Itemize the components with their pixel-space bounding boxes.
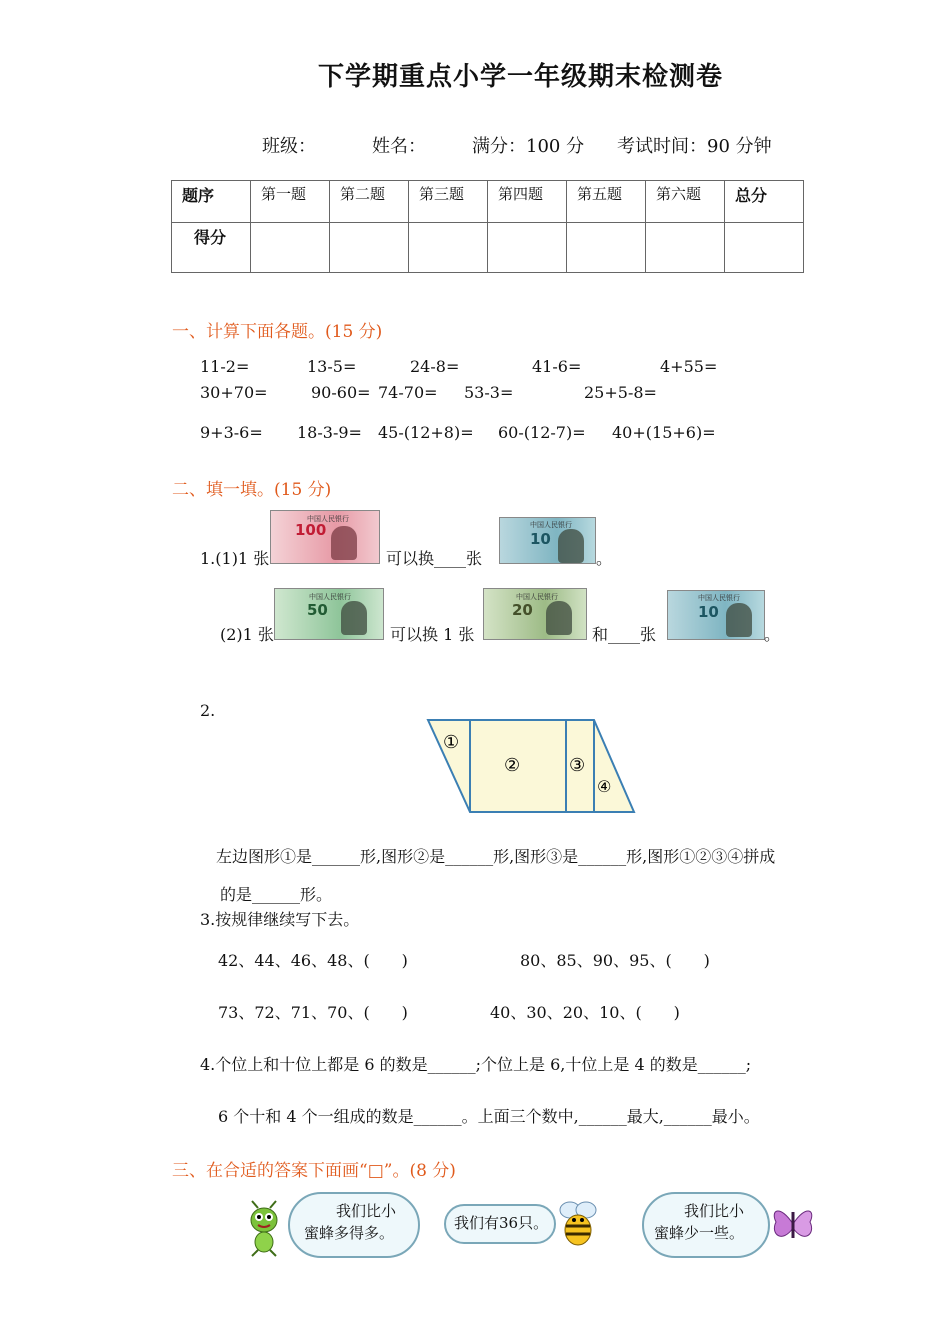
section3-heading: 三、在合适的答案下面画“□”。(8 分) xyxy=(172,1161,456,1181)
q2-line2: 的是______形。 xyxy=(220,885,333,904)
calc-item: 53-3= xyxy=(464,383,514,402)
banknote-50-image xyxy=(274,588,384,640)
q2-label: 2. xyxy=(200,701,216,720)
q1b-end: 。 xyxy=(764,625,781,644)
portrait-icon xyxy=(546,601,572,635)
shape-label-2: ② xyxy=(504,755,521,776)
q4-line1: 4.个位上和十位上都是 6 的数是______;个位上是 6,十位上是 4 的数是______; xyxy=(200,1055,752,1074)
calc-item: 25+5-8= xyxy=(584,383,657,402)
shape-label-4: ④ xyxy=(597,777,612,796)
table-header-q3: 第三题 xyxy=(409,181,488,223)
full-score: 满分：100 分 xyxy=(472,136,585,157)
score-cell[interactable] xyxy=(725,223,804,273)
calc-item: 90-60= xyxy=(311,383,371,402)
calc-item: 13-5= xyxy=(307,357,357,376)
shape-label-3: ③ xyxy=(569,755,586,776)
bill-value: 10 xyxy=(698,603,719,621)
bill-value: 10 xyxy=(530,530,551,548)
q2-line1: 左边图形①是______形,图形②是______形,图形③是______形,图形①②③④拼成 xyxy=(216,847,776,866)
score-cell[interactable] xyxy=(409,223,488,273)
bubble3-line2: 蜜蜂少一些。 xyxy=(654,1224,745,1242)
bank-name: 中国人民银行 xyxy=(530,521,572,529)
bill-value: 100 xyxy=(295,521,327,539)
calc-item: 60-(12-7)= xyxy=(498,423,586,442)
shape-label-1: ① xyxy=(443,732,460,753)
table-header-sequence: 题序 xyxy=(172,181,251,223)
score-cell[interactable] xyxy=(251,223,330,273)
speech-bubble-1 xyxy=(288,1192,420,1258)
calc-item: 18-3-9= xyxy=(297,423,362,442)
calc-item: 24-8= xyxy=(410,357,460,376)
page-title: 下学期重点小学一年级期末检测卷 xyxy=(318,62,724,92)
bee-icon xyxy=(554,1198,602,1250)
exam-time: 考试时间：90 分钟 xyxy=(617,136,772,157)
portrait-icon xyxy=(331,526,357,560)
name-label: 姓名： xyxy=(372,136,426,157)
calc-item: 74-70= xyxy=(378,383,438,402)
banknote-20-image xyxy=(483,588,587,640)
calc-item: 40+(15+6)= xyxy=(612,423,716,442)
table-header-q5: 第五题 xyxy=(567,181,646,223)
q1a-mid: 可以换____张 xyxy=(386,549,483,568)
banknote-100-image xyxy=(270,510,380,564)
bank-name: 中国人民银行 xyxy=(698,594,740,602)
calc-item: 30+70= xyxy=(200,383,268,402)
bank-name: 中国人民银行 xyxy=(307,515,349,523)
section2-heading: 二、填一填。(15 分) xyxy=(172,480,332,500)
q3-seq-b: 80、85、90、95、( ) xyxy=(520,951,710,970)
q3-seq-c: 73、72、71、70、( ) xyxy=(218,1003,408,1022)
bubble1-line2: 蜜蜂多得多。 xyxy=(304,1224,395,1242)
bank-name: 中国人民银行 xyxy=(516,593,558,601)
q1b-and: 和____张 xyxy=(592,625,657,644)
table-header-total: 总分 xyxy=(725,181,804,223)
bill-value: 50 xyxy=(307,601,328,619)
banknote-10-image xyxy=(667,590,765,640)
calc-item: 41-6= xyxy=(532,357,582,376)
q1b-mid: 可以换 1 张 xyxy=(390,625,475,644)
q1a-end: 。 xyxy=(596,549,613,568)
q4-line2: 6 个十和 4 个一组成的数是______。上面三个数中,______最大,______最小。 xyxy=(218,1107,760,1126)
table-header-q6: 第六题 xyxy=(646,181,725,223)
banknote-10-image xyxy=(499,517,596,564)
score-table xyxy=(171,180,804,273)
bill-value: 20 xyxy=(512,601,533,619)
cricket-icon xyxy=(242,1200,286,1258)
score-cell[interactable] xyxy=(646,223,725,273)
bubble1-line1: 我们比小 xyxy=(336,1202,397,1220)
portrait-icon xyxy=(726,603,752,637)
q3-seq-a: 42、44、46、48、( ) xyxy=(218,951,408,970)
portrait-icon xyxy=(341,601,367,635)
bank-name: 中国人民银行 xyxy=(309,593,351,601)
score-cell[interactable] xyxy=(567,223,646,273)
q1a-prefix: 1.(1)1 张 xyxy=(200,549,270,568)
calc-item: 11-2= xyxy=(200,357,250,376)
table-score-label: 得分 xyxy=(172,223,251,273)
speech-bubble-2 xyxy=(444,1204,556,1244)
score-cell[interactable] xyxy=(488,223,567,273)
butterfly-icon xyxy=(770,1200,816,1248)
bubble3-line1: 我们比小 xyxy=(684,1202,745,1220)
bubble2-text: 我们有36只。 xyxy=(454,1214,549,1232)
table-header-q4: 第四题 xyxy=(488,181,567,223)
calc-item: 4+55= xyxy=(660,357,718,376)
table-header-q1: 第一题 xyxy=(251,181,330,223)
portrait-icon xyxy=(558,529,584,563)
table-header-q2: 第二题 xyxy=(330,181,409,223)
calc-item: 45-(12+8)= xyxy=(378,423,474,442)
q1b-prefix: (2)1 张 xyxy=(220,625,274,644)
speech-bubble-3 xyxy=(642,1192,770,1258)
shape-figure xyxy=(426,718,638,814)
q3-seq-d: 40、30、20、10、( ) xyxy=(490,1003,680,1022)
q3-label: 3.按规律继续写下去。 xyxy=(200,910,360,929)
class-label: 班级： xyxy=(262,136,316,157)
calc-item: 9+3-6= xyxy=(200,423,263,442)
score-cell[interactable] xyxy=(330,223,409,273)
section1-heading: 一、计算下面各题。(15 分) xyxy=(172,322,383,342)
